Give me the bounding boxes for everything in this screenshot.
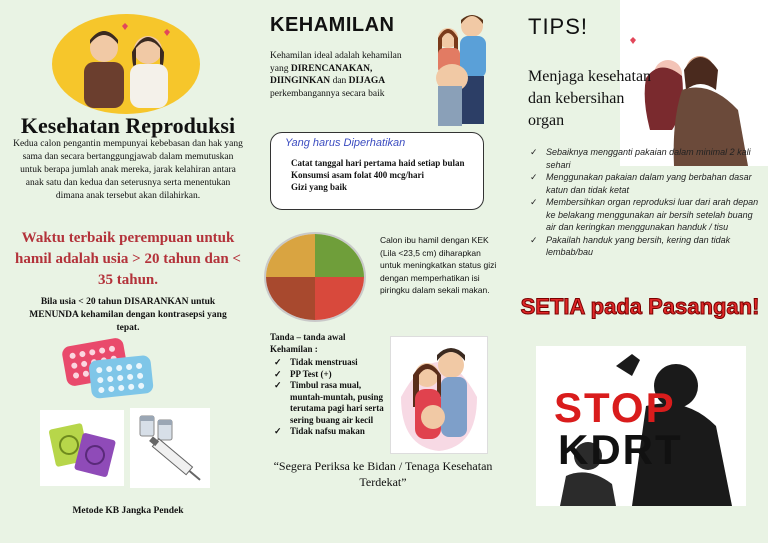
check-icon: ✓ bbox=[530, 147, 538, 157]
expecting-couple-illustration bbox=[390, 336, 488, 454]
tips-title: TIPS! bbox=[528, 14, 589, 39]
check-icon: ✓ bbox=[530, 172, 538, 182]
pregnant-couple-illustration bbox=[424, 10, 498, 128]
list-item: ✓ Tidak menstruasi bbox=[274, 357, 358, 367]
reproductive-rights-text: Kedua calon pengantin mempunyai kebebasan dan hak yang sama dan secara bertanggungjawab dalam memutuskan untuk berapa jumlah anak mereka, jarak kelahiran antara anak satu dan kedua dan seterusnya serta menentukan dimana anak tersebut akan dilahirkan. bbox=[13, 139, 243, 201]
panel-reproductive-health bbox=[0, 0, 256, 543]
list-item: ✓ Menggunakan pakaian dalam yang berbahan dasar katun dan tidak ketat bbox=[530, 172, 752, 195]
hygiene-tips-list bbox=[530, 146, 760, 259]
couple-illustration bbox=[62, 18, 190, 114]
checklist-item: Catat tanggal hari pertama haid setiap bulan bbox=[291, 158, 465, 168]
list-item: ✓ Membersihkan organ reproduksi luar dari arah depan ke belakang menggunakan air bersih setelah buang air dan keringkan menggunakan handuk / tisu bbox=[530, 197, 759, 232]
kdrt-text: KDRT bbox=[558, 426, 683, 473]
list-item: ✓ Pakailah handuk yang bersih, kering dan tidak lembab/bau bbox=[530, 234, 731, 257]
expecting-couple-drawing bbox=[391, 337, 487, 453]
checklist-heading: Yang harus Diperhatikan bbox=[285, 137, 406, 149]
condom-image bbox=[40, 410, 124, 486]
panel-pregnancy bbox=[256, 0, 512, 543]
plate-section-vegetables bbox=[315, 234, 364, 277]
pregnancy-signs-title: Tanda – tanda awal Kehamilan : bbox=[270, 332, 346, 354]
best-pregnancy-age-text: Waktu terbaik perempuan untuk hamil adalah usia > 20 tahun dan < 35 tahun. bbox=[15, 230, 241, 288]
check-icon: ✓ bbox=[274, 426, 282, 436]
check-icon: ✓ bbox=[530, 197, 538, 207]
list-item: ✓ Timbul rasa mual, muntah-muntah, pusing terutama pagi hari serta sering buang air kecil bbox=[274, 380, 384, 425]
list-item: ✓ Sebaiknya mengganti pakaian dalam minimal 2 kali sehari bbox=[530, 147, 751, 170]
list-item: ✓ PP Test (+) bbox=[274, 368, 332, 379]
delay-pregnancy-advice: Bila usia < 20 tahun DISARANKAN untuk MENUNDA kehamilan dengan kontrasepsi yang tepat. bbox=[29, 297, 227, 333]
isi-piringku-plate-image bbox=[264, 232, 366, 322]
injection-syringe-image bbox=[130, 408, 210, 488]
check-icon: ✓ bbox=[274, 368, 282, 379]
page-title: Kesehatan Reproduksi bbox=[20, 113, 236, 138]
checklist-items bbox=[291, 157, 477, 193]
attention-checklist-box bbox=[270, 132, 484, 210]
panel-tips bbox=[512, 0, 768, 543]
plate-section-protein bbox=[266, 277, 315, 320]
section-title: KEHAMILAN bbox=[270, 14, 395, 36]
plate-section-fruits bbox=[315, 277, 364, 320]
checklist-item: Gizi yang baik bbox=[291, 182, 348, 192]
pregnancy-signs-list bbox=[270, 332, 390, 438]
stop-kdrt-image bbox=[536, 346, 746, 506]
faithful-banner: SETIA pada Pasangan! bbox=[520, 294, 760, 319]
ideal-pregnancy-text: Kehamilan ideal adalah kehamilan yang DIRENCANAKAN, DIINGINKAN dan DIJAGA perkembangannya secara baik bbox=[270, 51, 402, 99]
stop-text: STOP bbox=[554, 384, 676, 431]
contraceptive-pills-image bbox=[60, 336, 156, 400]
check-icon: ✓ bbox=[274, 380, 282, 390]
check-icon: ✓ bbox=[530, 234, 538, 245]
hygiene-subtitle: Menjaga kesehatan dan kebersihan organ bbox=[528, 68, 652, 129]
contraception-method-caption: Metode KB Jangka Pendek bbox=[72, 506, 184, 516]
kek-nutrition-text: Calon ibu hamil dengan KEK (Lila <23,5 cm) diharapkan untuk meningkatkan status gizi dengan memperhatikan isi piringku dalam sekali makan. bbox=[380, 235, 497, 295]
plate-section-carbs bbox=[266, 234, 315, 277]
checklist-item: Konsumsi asam folat 400 mcg/hari bbox=[291, 170, 425, 180]
list-item: ✓ Tidak nafsu makan bbox=[274, 426, 365, 436]
check-icon: ✓ bbox=[274, 357, 282, 367]
checkup-quote: “Segera Periksa ke Bidan / Tenaga Kesehatan Terdekat” bbox=[273, 459, 493, 489]
